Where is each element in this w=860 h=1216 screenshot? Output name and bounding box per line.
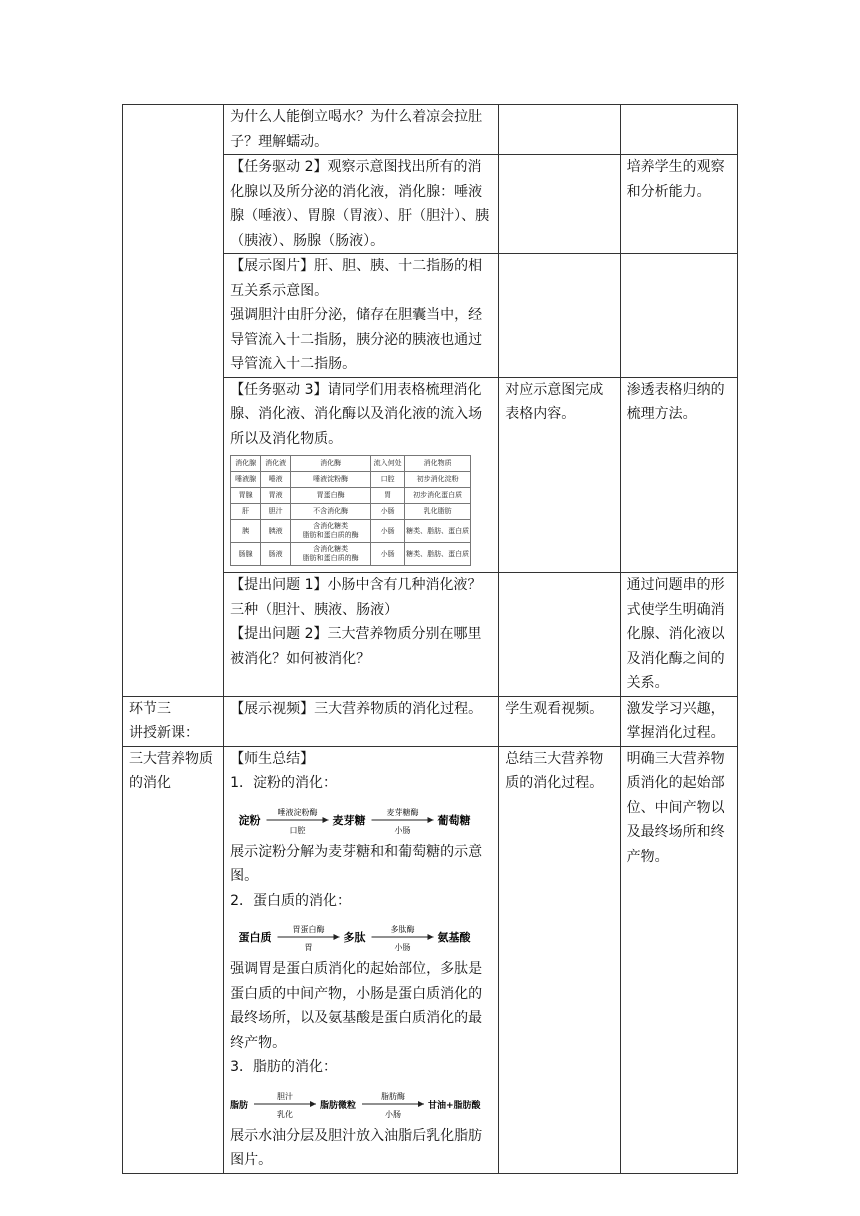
- content-paragraph: 【任务驱动 3】请同学们用表格梳理消化腺、消化液、消化酶以及消化液的流入场所以及消化物质。: [230, 381, 483, 447]
- table-row: [123, 105, 738, 155]
- mini-table-cell: 唾液淀粉酶: [291, 472, 371, 488]
- mini-table-cell: 小肠: [371, 504, 405, 520]
- flow-site-label: 口腔: [289, 825, 306, 835]
- starch-digestion-diagram: [230, 800, 490, 836]
- table-row: [123, 696, 738, 746]
- student-cell: [499, 573, 620, 697]
- flow-arrow-head: [418, 1101, 424, 1107]
- mini-table-cell: 初步消化蛋白质: [405, 488, 471, 504]
- flow-site-label: 乳化: [277, 1109, 294, 1119]
- mini-table-header-cell: 消化物质: [405, 456, 471, 472]
- digestion-mini-table: [230, 455, 471, 566]
- flow-arrow-head: [310, 1101, 316, 1107]
- mini-table-cell: 肝: [231, 504, 261, 520]
- mini-table-cell: 肠液: [261, 543, 291, 566]
- mini-table-cell: 口腔: [371, 472, 405, 488]
- flow-enzyme-label: 脂肪酶: [381, 1091, 406, 1101]
- flow-enzyme-label: 胆汁: [277, 1091, 294, 1101]
- flow-node-label: 麦芽糖: [332, 813, 366, 827]
- content-paragraph: 【展示视频】三大营养物质的消化过程。: [230, 700, 483, 717]
- table-row: [123, 746, 738, 1173]
- intent-cell: [620, 573, 737, 697]
- mini-table-cell: 胃液: [261, 488, 291, 504]
- mini-table-row: [231, 520, 471, 543]
- flow-node-label: 蛋白质: [238, 931, 272, 944]
- mini-table-cell: 含消化糖类 脂肪和蛋白质的酶: [291, 543, 371, 566]
- starch-heading: 1．淀粉的消化：: [230, 775, 338, 791]
- fat-digestion-diagram: [230, 1084, 490, 1120]
- protein-note: 强调胃是蛋白质消化的起始部位，多肽是蛋白质的中间产物，小肠是蛋白质消化的最终场所，以及氨基酸是蛋白质消化的最终产物。: [230, 961, 483, 1051]
- student-text: 对应示意图完成表格内容。: [505, 381, 604, 422]
- intent-cell: [620, 155, 737, 254]
- mini-table-header-row: [231, 456, 471, 472]
- content-paragraph: 为什么人能倒立喝水？为什么着凉会拉肚子？理解蠕动。: [230, 109, 483, 150]
- mini-table-row: [231, 472, 471, 488]
- flow-site-label: 小肠: [394, 825, 411, 835]
- intent-text: 激发学习兴趣，掌握消化过程。: [626, 700, 725, 741]
- content-paragraph: 【展示图片】肝、胆、胰、十二指肠的相互关系示意图。: [230, 258, 483, 299]
- content-cell: [224, 746, 499, 1173]
- intent-cell: [620, 105, 737, 155]
- intent-cell: [620, 746, 737, 1173]
- flow-enzyme-label: 胃蛋白酶: [292, 925, 325, 934]
- mini-table-row: [231, 488, 471, 504]
- intent-text: 明确三大营养物质消化的起始部位、中间产物以及最终场所和终产物。: [626, 750, 725, 865]
- flow-enzyme-label: 麦芽糖酶: [386, 807, 419, 817]
- student-text: 学生观看视频。: [505, 700, 604, 717]
- content-cell: [224, 696, 499, 746]
- flow-site-label: 小肠: [385, 1109, 402, 1119]
- mini-table-header-cell: 消化酶: [291, 456, 371, 472]
- flow-node-label: 多肽: [343, 931, 366, 944]
- flow-node-label: 甘油+脂肪酸: [428, 1100, 481, 1111]
- content-paragraph: 【任务驱动 2】观察示意图找出所有的消化腺以及所分泌的消化液，消化腺：唾液腺（唾液）、胃腺（胃液）、肝（胆汁）、胰（胰液）、肠腺（肠液）。: [230, 159, 490, 249]
- flow-arrow-head: [428, 817, 434, 823]
- flow-node-label: 脂肪微粒: [320, 1100, 357, 1111]
- student-text: 总结三大营养物质的消化过程。: [505, 750, 604, 791]
- intent-cell: [620, 254, 737, 378]
- student-cell: [499, 254, 620, 378]
- content-cell: [224, 377, 499, 573]
- content-paragraph: 强调胆汁由肝分泌，储存在胆囊当中，经导管流入十二指肠，胰分泌的胰液也通过导管流入十二指肠。: [230, 307, 483, 372]
- protein-heading: 2．蛋白质的消化：: [230, 892, 352, 909]
- mini-table-cell: 唾液腺: [231, 472, 261, 488]
- fat-heading: 3．脂肪的消化：: [230, 1059, 338, 1075]
- mini-table-cell: 胃腺: [231, 488, 261, 504]
- flow-site-label: 小肠: [394, 943, 411, 952]
- flow-node-label: 氨基酸: [437, 931, 471, 944]
- mini-table-cell: 胃: [371, 488, 405, 504]
- flow-enzyme-label: 唾液淀粉酶: [277, 807, 318, 817]
- mini-table-cell: 糖类、脂肪、蛋白质: [405, 520, 471, 543]
- protein-digestion-diagram: [230, 917, 490, 953]
- mini-table-cell: 肠腺: [231, 543, 261, 566]
- fat-note: 展示水油分层及胆汁放入油脂后乳化脂肪图片。: [230, 1127, 483, 1168]
- mini-table-cell: 胰液: [261, 520, 291, 543]
- mini-table-cell: 唾液: [261, 472, 291, 488]
- intent-cell: [620, 696, 737, 746]
- flow-node-label: 葡萄糖: [437, 813, 471, 827]
- intent-text: 渗透表格归纳的梳理方法。: [626, 381, 725, 422]
- mini-table-cell: 胃蛋白酶: [291, 488, 371, 504]
- mini-table-cell: 不含消化酶: [291, 504, 371, 520]
- stage-text: 三大营养物质的消化: [129, 750, 213, 791]
- starch-note: 展示淀粉分解为麦芽糖和和葡萄糖的示意图。: [230, 843, 483, 884]
- student-cell: [499, 377, 620, 573]
- flow-arrow-head: [334, 934, 340, 940]
- mini-table-header-cell: 流入何处: [371, 456, 405, 472]
- mini-table-cell: 初步消化淀粉: [405, 472, 471, 488]
- content-cell: [224, 105, 499, 155]
- intent-cell: [620, 377, 737, 573]
- mini-table-cell: 胆汁: [261, 504, 291, 520]
- student-cell: [499, 155, 620, 254]
- mini-table-header-cell: 消化腺: [231, 456, 261, 472]
- flow-enzyme-label: 多肽酶: [390, 925, 415, 934]
- flow-arrow-head: [323, 817, 329, 823]
- content-paragraph: 【提出问题 1】小肠中含有几种消化液？三种（胆汁、胰液、肠液）: [230, 577, 482, 618]
- flow-arrow-head: [428, 934, 434, 940]
- content-cell: [224, 155, 499, 254]
- mini-table-cell: 小肠: [371, 543, 405, 566]
- intent-text: 培养学生的观察和分析能力。: [626, 159, 725, 200]
- mini-table-cell: 小肠: [371, 520, 405, 543]
- mini-table-row: [231, 504, 471, 520]
- flow-site-label: 胃: [304, 943, 313, 952]
- content-cell: [224, 573, 499, 697]
- flow-node-label: 脂肪: [230, 1100, 249, 1111]
- lesson-plan-table: [122, 104, 738, 1174]
- mini-table-cell: 胰: [231, 520, 261, 543]
- mini-table-cell: 乳化脂肪: [405, 504, 471, 520]
- digestion-summary-image: [230, 455, 492, 566]
- stage-cell: [123, 105, 224, 697]
- mini-table-cell: 糖类、脂肪、蛋白质: [405, 543, 471, 566]
- intent-text: 通过问题串的形式使学生明确消化腺、消化液以及消化酶之间的关系。: [626, 577, 725, 691]
- student-cell: [499, 696, 620, 746]
- mini-table-cell: 含消化糖类 脂肪和蛋白质的酶: [291, 520, 371, 543]
- content-cell: [224, 254, 499, 378]
- stage-cell: 环节三 讲授新课：: [123, 696, 224, 746]
- student-cell: [499, 746, 620, 1173]
- summary-title: 【师生总结】: [230, 750, 315, 767]
- flow-node-label: 淀粉: [238, 813, 261, 827]
- mini-table-row: [231, 543, 471, 566]
- content-paragraph: 【提出问题 2】三大营养物质分别在哪里被消化？如何被消化？: [230, 626, 482, 667]
- stage-cell: [123, 746, 224, 1173]
- student-cell: [499, 105, 620, 155]
- mini-table-header-cell: 消化液: [261, 456, 291, 472]
